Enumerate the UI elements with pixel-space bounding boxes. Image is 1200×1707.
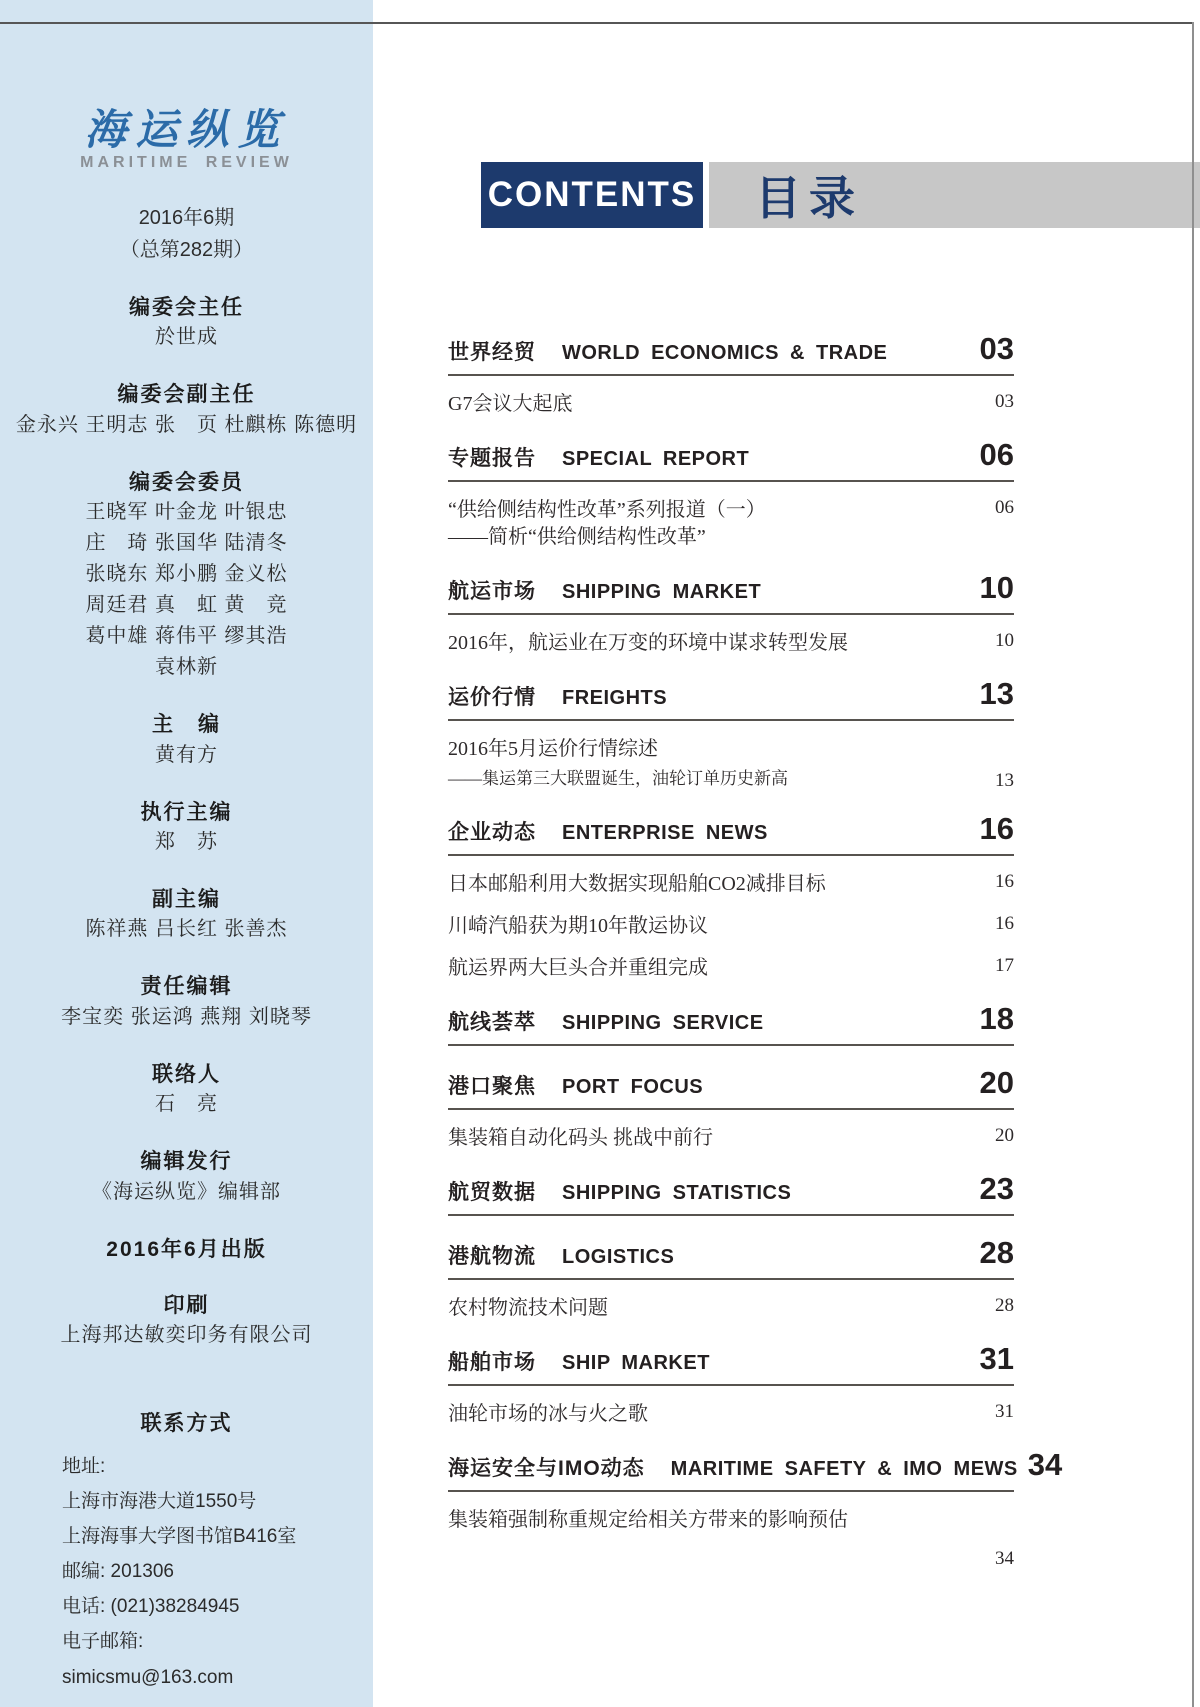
toc-article-page-number: 31 [995, 1400, 1014, 1422]
sidebar-block [0, 1291, 373, 1351]
sidebar-block-line: 上海邦达敏奕印务有限公司 [60, 1324, 313, 1347]
sidebar-block-heading: 执行主编 [140, 800, 233, 824]
contact-lines [0, 1449, 373, 1695]
toc-section-title-en: MARITIME SAFETY & IMO MEWS [670, 1457, 1018, 1480]
toc-section-title-cn: 运价行情 [448, 686, 536, 709]
toc-article-row [448, 497, 1014, 551]
toc-section-page-number: 31 [979, 1340, 1014, 1376]
sidebar-block-heading: 联络人 [152, 1062, 221, 1086]
toc-article-page-number: 10 [995, 630, 1014, 651]
toc-section-title-cn: 海运安全与IMO动态 [448, 1456, 645, 1480]
toc-article-title [448, 955, 708, 982]
sidebar-block-line: 周廷君 真 虹 黄 竞 [85, 594, 288, 617]
sidebar-block [0, 972, 373, 1032]
toc-article-title [448, 871, 826, 898]
toc-section-row [448, 331, 1014, 376]
toc-section-page-number: 13 [979, 676, 1014, 711]
sidebar-block-line: 袁林新 [155, 656, 218, 679]
sidebar-block-line: 李宝奕 张运鸿 燕翔 刘晓琴 [61, 1005, 312, 1028]
issue-total: （总第282期） [119, 239, 254, 262]
toc-section-title-cn: 港航物流 [448, 1244, 536, 1268]
toc-section-page-number: 03 [979, 331, 1014, 366]
toc-section-page-number: 23 [979, 1170, 1014, 1206]
toc-section-page-number: 06 [979, 437, 1014, 472]
toc-article-page-number: 20 [995, 1124, 1014, 1146]
sidebar-block-heading: 编辑发行 [140, 1150, 233, 1174]
issue-info [0, 202, 373, 266]
toc-article-title-line: 日本邮船利用大数据实现船舶CO2减排目标 [448, 872, 826, 895]
toc-article-row [448, 1125, 1014, 1152]
contact-line: 电子邮箱: [62, 1631, 144, 1653]
toc-section-page-number: 16 [979, 810, 1014, 846]
toc-article-subtitle-line: ——集运第三大联盟诞生，油轮订单历史新高 [448, 769, 788, 788]
toc-section-title-cn: 企业动态 [448, 820, 536, 844]
sidebar-block [0, 710, 373, 770]
sidebar-block [0, 885, 373, 945]
toc-article-title [448, 736, 788, 792]
toc-section-row [448, 676, 1014, 721]
contents-title-bar [709, 162, 1200, 228]
toc-article-page-number: 17 [995, 954, 1014, 976]
sidebar-block-line: 於世成 [155, 326, 218, 349]
toc-article-title-line: “供给侧结构性改革”系列报道（一） [448, 499, 766, 521]
toc-article-title-line: 川崎汽船获为期10年散运协议 [448, 914, 708, 937]
sidebar-block-line: 石 亮 [155, 1093, 218, 1116]
toc-section-title-cn: 港口聚焦 [448, 1074, 536, 1098]
contact-line: 上海海事大学图书馆B416室 [62, 1526, 297, 1548]
toc-section-title-en: ENTERPRISE NEWS [562, 821, 768, 844]
contact-line: simicsmu@163.com [62, 1666, 234, 1688]
sidebar-block-line: 葛中雄 蒋伟平 缪其浩 [85, 625, 288, 648]
toc-section-title-cn: 航线荟萃 [448, 1010, 536, 1034]
magazine-logo-cn: 海运纵览 [84, 105, 289, 154]
toc-section-page-number: 10 [979, 570, 1014, 605]
contents-title-cn: 目录 [755, 172, 863, 224]
toc-article-page-number: 28 [995, 1294, 1014, 1316]
toc-section-title-cn: 船舶市场 [448, 1350, 536, 1374]
toc-article-title [448, 630, 848, 657]
magazine-logo [0, 105, 373, 172]
toc-article-title [448, 1507, 1014, 1534]
toc-article-page-number: 06 [995, 497, 1014, 518]
toc-article-title-line: 航运界两大巨头合并重组完成 [448, 956, 708, 979]
contact-line: 上海市海港大道1550号 [62, 1490, 257, 1512]
sidebar-block-line: 《海运纵览》编辑部 [92, 1180, 281, 1203]
toc-article-title [448, 913, 708, 940]
toc-section-title-cn: 世界经贸 [448, 341, 536, 364]
toc-section-page-number: 18 [979, 1000, 1014, 1036]
sidebar-block [0, 293, 373, 353]
toc-section-row [448, 811, 1014, 856]
toc-section-title-en: SHIPPING MARKET [562, 581, 762, 603]
toc-article-row [448, 736, 1014, 792]
sidebar-block-heading: 编委会委员 [129, 470, 244, 494]
toc-section-title-en: PORT FOCUS [562, 1075, 704, 1098]
toc-article-row [448, 630, 1014, 657]
toc-section-page-number: 34 [1027, 1446, 1063, 1482]
toc-section-title-en: WORLD ECONOMICS & TRADE [562, 342, 888, 364]
sidebar-block-line: 郑 苏 [155, 831, 218, 854]
toc-section-row [448, 1446, 1063, 1492]
toc-section-row [448, 1235, 1014, 1280]
sidebar-block [0, 1060, 373, 1120]
toc-section-row [448, 570, 1014, 615]
page-border-top [0, 22, 1194, 24]
contact-line: 邮编: 201306 [62, 1561, 174, 1583]
toc-section-title-en: FREIGHTS [562, 687, 668, 709]
sidebar-block-heading: 印刷 [163, 1294, 210, 1317]
toc-section-page-number: 20 [979, 1064, 1014, 1100]
sidebar-block-heading: 副主编 [152, 888, 221, 912]
toc-section-title-en: LOGISTICS [562, 1245, 675, 1268]
toc-article-page-number: 16 [995, 870, 1014, 892]
toc-article-title [448, 391, 572, 418]
toc-article-title-line: 集装箱自动化码头 挑战中前行 [448, 1126, 713, 1149]
magazine-logo-en: MARITIME REVIEW [80, 154, 293, 172]
toc-section-row [448, 437, 1014, 482]
sidebar-block-line: 金永兴 王明志 张 页 杜麒栋 陈德明 [15, 413, 358, 436]
issue-number: 2016年6期 [138, 207, 235, 230]
toc-section-row [448, 1341, 1014, 1386]
toc-article-row [448, 1401, 1014, 1428]
toc-article-row [448, 391, 1014, 418]
toc-section-title-en: SHIPPING STATISTICS [562, 1181, 792, 1204]
toc-section-row [448, 1171, 1014, 1216]
sidebar-block [0, 468, 373, 683]
toc-article-page-number: 13 [995, 769, 1014, 791]
toc-article-title-line: 2016年，航运业在万变的环境中谋求转型发展 [448, 632, 848, 654]
sidebar-block-line: 张晓东 郑小鹏 金义松 [85, 563, 288, 586]
toc-section-title-en: SHIP MARKET [562, 1351, 710, 1374]
contact-line: 电话: (021)38284945 [62, 1596, 240, 1618]
toc-article-title [448, 1125, 713, 1152]
toc-article-row [448, 913, 1014, 940]
toc-article-row [448, 871, 1014, 898]
toc-section-page-number: 28 [979, 1234, 1014, 1270]
toc-section-title-cn: 专题报告 [448, 447, 536, 470]
sidebar-block [0, 798, 373, 858]
contact-section [0, 1409, 373, 1694]
sidebar [0, 0, 373, 1707]
toc-article-title-line: 2016年5月运价行情综述 [448, 738, 658, 760]
toc-article-row [448, 1507, 1014, 1570]
toc-section-row [448, 1001, 1014, 1046]
toc-article-title-line: 集装箱强制称重规定给相关方带来的影响预估 [448, 1508, 848, 1531]
sidebar-block-line: 陈祥燕 吕长红 张善杰 [85, 918, 288, 941]
toc-article-title [448, 1295, 608, 1322]
toc-section-title-cn: 航运市场 [448, 580, 536, 603]
toc-article-page-number: 03 [995, 391, 1014, 412]
contents-header [481, 162, 1200, 228]
sidebar-block [0, 1235, 373, 1264]
toc-article-row [448, 955, 1014, 982]
sidebar-block-line: 王晓军 叶金龙 叶银忠 [85, 501, 288, 524]
sidebar-block-heading: 编委会主任 [129, 296, 244, 320]
contents-title-en: CONTENTS [481, 162, 703, 228]
sidebar-block [0, 1147, 373, 1207]
sidebar-block-heading: 2016年6月出版 [106, 1237, 267, 1261]
toc-article-page-number: 16 [995, 912, 1014, 934]
page-border-right [1192, 22, 1194, 1707]
contact-line: 地址: [62, 1455, 106, 1477]
toc-article-title-line: ——简析“供给侧结构性改革” [448, 526, 706, 548]
sidebar-block [0, 380, 373, 440]
toc-article-title [448, 1401, 648, 1428]
toc-section-row [448, 1065, 1014, 1110]
toc-article-title [448, 497, 766, 551]
sidebar-block-heading: 责任编辑 [140, 975, 233, 999]
toc-section-title-en: SHIPPING SERVICE [562, 1011, 764, 1034]
toc-article-title-line: G7会议大起底 [448, 393, 573, 415]
sidebar-block-line: 庄 琦 张国华 陆清冬 [85, 532, 288, 555]
sidebar-block-heading: 主 编 [152, 713, 221, 737]
sidebar-block-line: 黄有方 [155, 743, 218, 766]
toc-article-page-number: 34 [995, 1547, 1014, 1569]
toc-section-title-en: SPECIAL REPORT [562, 448, 750, 470]
toc-article-title-line: 农村物流技术问题 [448, 1296, 608, 1319]
contact-heading: 联系方式 [140, 1412, 233, 1436]
sidebar-blocks [0, 293, 373, 1351]
sidebar-block-heading: 编委会副主任 [117, 383, 256, 407]
toc-article-row [448, 1295, 1014, 1322]
toc-section-title-cn: 航贸数据 [448, 1180, 536, 1204]
toc-list [448, 312, 1063, 1570]
toc-article-title-line: 油轮市场的冰与火之歌 [448, 1402, 648, 1425]
